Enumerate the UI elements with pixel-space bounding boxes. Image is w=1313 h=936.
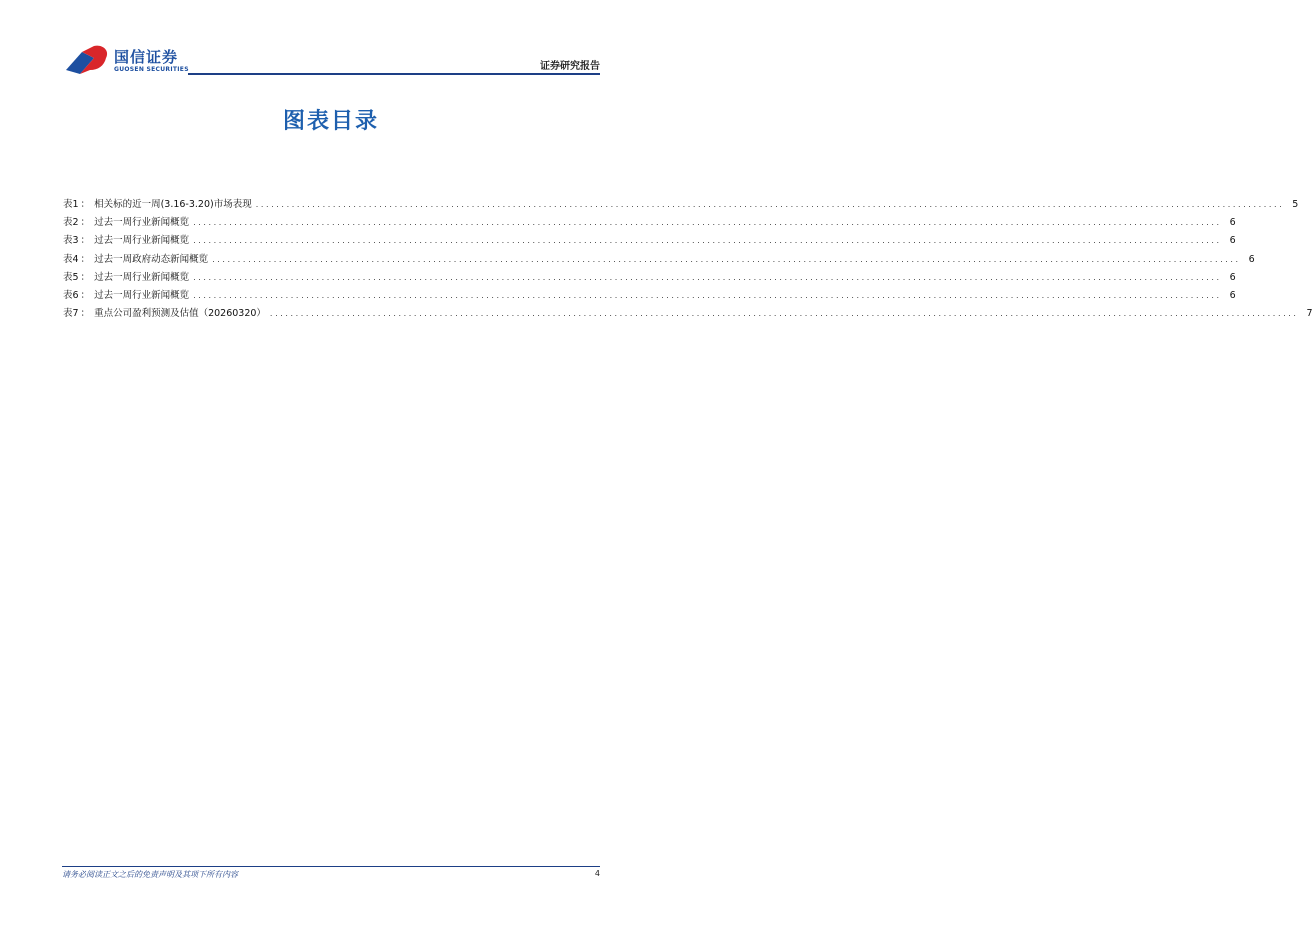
toc-entry-title: 过去一周行业新闻概览: [94, 271, 190, 283]
toc-entry-page: 6: [1229, 289, 1236, 301]
toc-entry-title: 过去一周行业新闻概览: [94, 235, 190, 247]
toc-entry-label: 表6: [63, 289, 79, 301]
toc-entry[interactable]: [63, 287, 1236, 305]
toc-leader-dots: ........................................................................................................................................................................................................: [255, 200, 1285, 209]
toc-entry-title: 过去一周行业新闻概览: [94, 217, 190, 229]
toc-entry-separator: ：: [80, 308, 91, 320]
toc-leader-dots: ........................................................................................................................................................................................................: [269, 309, 1299, 319]
toc-leader-dots: ........................................................................................................................................................................................................: [193, 218, 1222, 228]
toc-entry[interactable]: [63, 196, 1299, 214]
toc-entry-label: 表5: [63, 271, 79, 283]
toc-entry-title: 重点公司盈利预测及估值（20260320）: [94, 308, 266, 320]
toc-entry-label: 表2: [63, 217, 79, 229]
footer-disclaimer: 请务必阅读正文之后的免责声明及其项下所有内容: [62, 870, 238, 879]
toc-entry-separator: ：: [80, 271, 91, 283]
guosen-logo-icon: [64, 44, 110, 76]
logo-english-name: GUOSEN SECURITIES: [114, 66, 189, 73]
company-logo: [64, 44, 194, 78]
page-number: 4: [594, 869, 600, 878]
toc-entry[interactable]: [63, 251, 1255, 269]
toc-entry-title: 过去一周政府动态新闻概览: [94, 253, 209, 265]
toc-entry-title: 相关标的近一周(3.16-3.20)市场表现: [94, 199, 252, 210]
toc-leader-dots: ........................................................................................................................................................................................................: [212, 254, 1241, 264]
toc-entry-label: 表4: [63, 253, 79, 265]
toc-entry-label: 表1: [63, 199, 79, 210]
toc-entry-page: 6: [1229, 235, 1236, 247]
toc-entry[interactable]: [63, 305, 1313, 323]
header-divider: [188, 73, 600, 75]
toc-entry-separator: ：: [80, 199, 91, 210]
toc-entry[interactable]: [63, 269, 1236, 287]
toc-entry[interactable]: [63, 214, 1236, 232]
logo-chinese-name: 国信证券: [114, 48, 179, 66]
toc-entry-page: 6: [1229, 217, 1236, 229]
toc-entry-page: 6: [1229, 271, 1236, 283]
page-title: 图表目录: [282, 109, 379, 134]
page-header: [0, 0, 662, 80]
toc-entry[interactable]: [63, 232, 1236, 250]
table-of-figures: [63, 196, 1313, 323]
toc-leader-dots: ........................................................................................................................................................................................................: [193, 236, 1222, 246]
toc-entry-separator: ：: [80, 235, 91, 247]
toc-leader-dots: ........................................................................................................................................................................................................: [193, 272, 1222, 282]
toc-entry-label: 表3: [63, 235, 79, 247]
toc-leader-dots: ........................................................................................................................................................................................................: [193, 290, 1222, 300]
footer-divider: [62, 866, 600, 867]
toc-entry-label: 表7: [63, 308, 79, 320]
toc-entry-page: 5: [1292, 199, 1299, 210]
report-type-label: 证券研究报告: [540, 61, 600, 72]
toc-entry-separator: ：: [80, 289, 91, 301]
toc-entry-title: 过去一周行业新闻概览: [94, 289, 190, 301]
toc-entry-separator: ：: [80, 217, 91, 229]
toc-entry-page: 7: [1306, 308, 1313, 320]
toc-entry-separator: ：: [80, 253, 91, 265]
toc-entry-page: 6: [1248, 253, 1255, 265]
